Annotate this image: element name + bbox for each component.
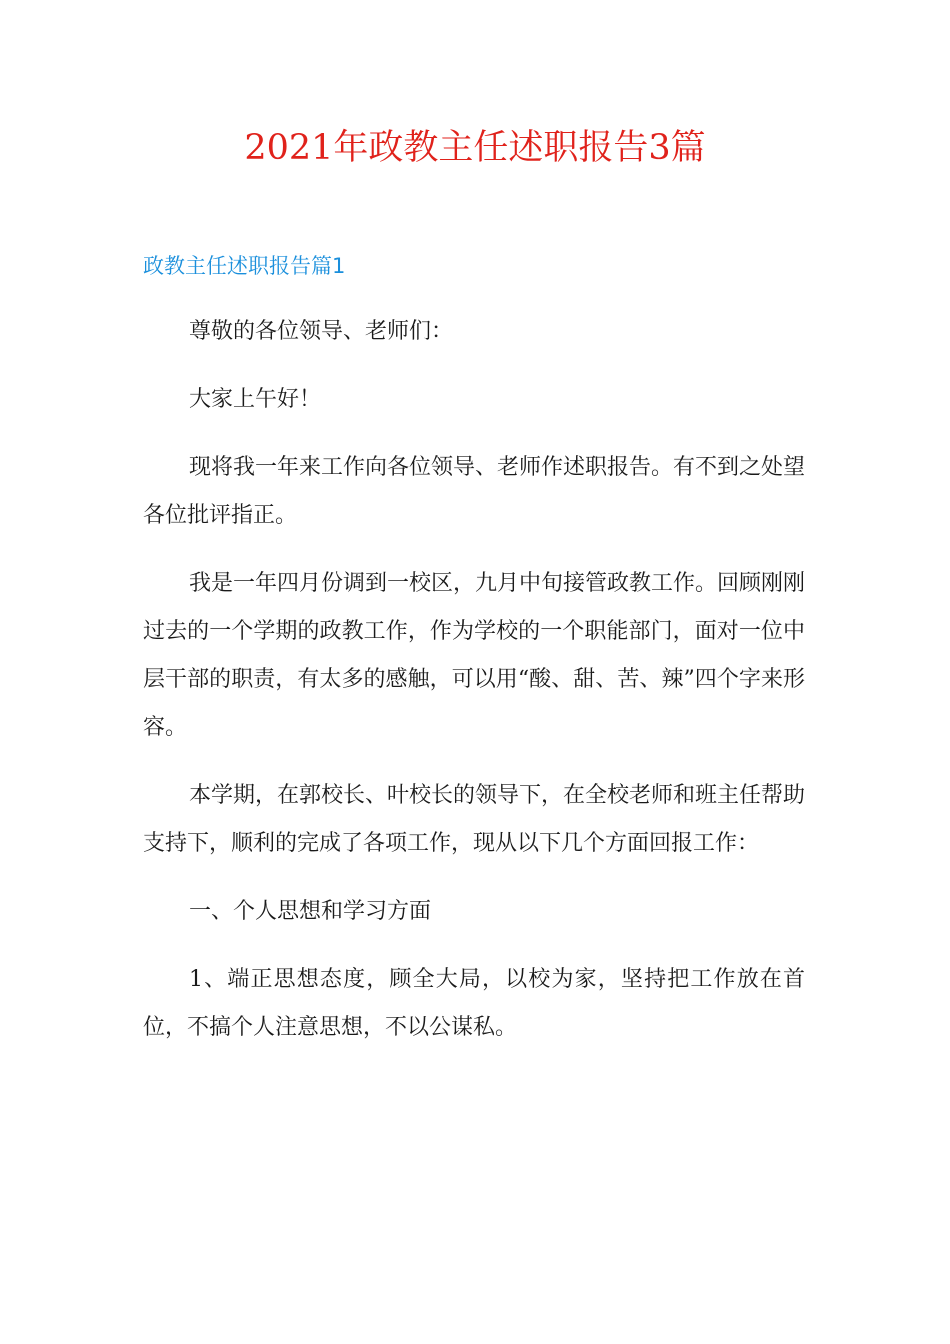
paragraph-salutation: 尊敬的各位领导、老师们： bbox=[189, 319, 454, 344]
paragraph-summary: 本学期，在郭校长、叶校长的领导下，在全校老师和班主任帮助支持下，顺利的完成了各项工作，现从以下几个方面回报工作： bbox=[143, 783, 806, 856]
document-body bbox=[143, 308, 805, 1072]
section-heading: 政教主任述职报告篇1 bbox=[143, 254, 346, 278]
paragraph-item-one: 1、端正思想态度，顾全大局，以校为家，坚持把工作放在首位，不搞个人注意思想，不以公谋私。 bbox=[143, 967, 805, 1040]
document-title: 2021年政教主任述职报告3篇 bbox=[244, 128, 706, 168]
paragraph-section-one: 一、个人思想和学习方面 bbox=[189, 899, 432, 924]
paragraph-greeting: 大家上午好！ bbox=[189, 387, 322, 412]
paragraph-background: 我是一年四月份调到一校区，九月中旬接管政教工作。回顾刚刚过去的一个学期的政教工作，作为学校的一个职能部门，面对一位中层干部的职责，有太多的感触，可以用“酸、甜、苦、辣”四个字来形容。 bbox=[143, 571, 806, 740]
paragraph-intro: 现将我一年来工作向各位领导、老师作述职报告。有不到之处望各位批评指正。 bbox=[143, 455, 806, 528]
